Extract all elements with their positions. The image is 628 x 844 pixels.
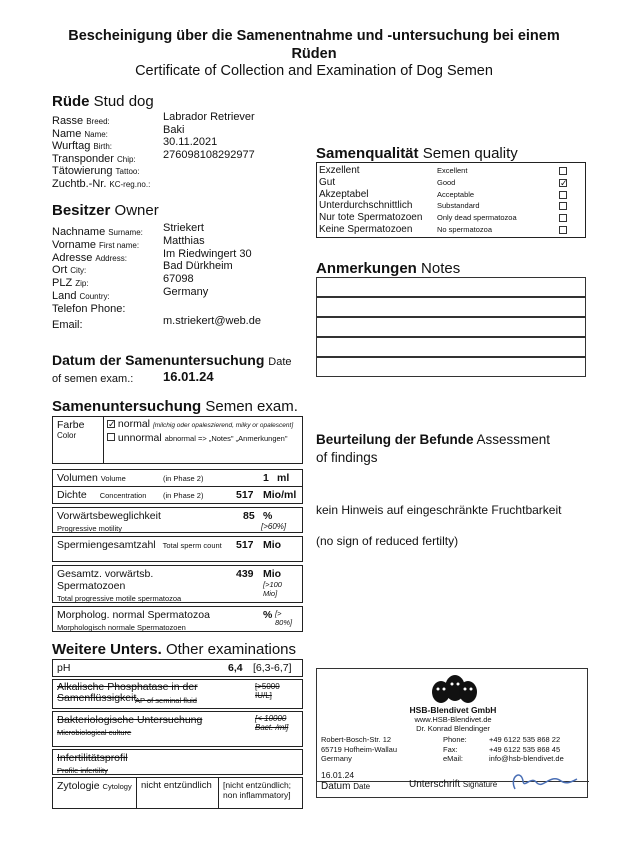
- owner-field-label-en: City:: [70, 266, 87, 276]
- morphology-row: Morpholog. normal Spermatozoa Morphologisch normale Spermatozoen % [> 80%]: [52, 606, 303, 632]
- concentration-row: Dichte Concentration (in Phase 2) 517 Mio/ml: [52, 486, 303, 504]
- stud-field-label-en: KC-reg.no.:: [109, 179, 151, 189]
- quality-checkbox[interactable]: [559, 214, 567, 222]
- stud-field-label: Zuchtb.-Nr.: [52, 177, 107, 190]
- owner-field-label-en: Address:: [95, 253, 127, 263]
- abnormal-checkbox[interactable]: [107, 433, 115, 441]
- total-sperm-row: Spermiengesamtzahl Total sperm count 517 Mio: [52, 536, 303, 562]
- quality-heading: Samenqualität Semen quality: [316, 145, 518, 162]
- owner-field-value: Striekert: [163, 222, 204, 234]
- clinic-date: 16.01.24: [321, 770, 355, 780]
- owner-field-label-en: Surname:: [108, 228, 143, 237]
- quality-checkbox[interactable]: [559, 167, 567, 175]
- quality-option-en: Substandard: [437, 201, 480, 211]
- findings-text-en: (no sign of reduced fertilty): [316, 534, 459, 548]
- semen-exam-heading: Samenuntersuchung Semen exam.: [52, 398, 298, 415]
- date-label: Datum Date: [321, 781, 371, 792]
- notes-line[interactable]: [316, 337, 586, 357]
- further-heading: Weitere Unters. Other examinations: [52, 641, 297, 658]
- owner-field-value: Matthias: [163, 234, 205, 247]
- stud-field-label: Wurftag: [52, 140, 91, 152]
- stud-field-label-en: Tattoo:: [115, 167, 140, 176]
- dogs-logo-icon: [429, 672, 479, 704]
- owner-field-value: 67098: [163, 273, 194, 286]
- quality-option-en: No spermatozoa: [437, 225, 493, 234]
- quality-checkbox[interactable]: [559, 226, 567, 234]
- clinic-contact-values: +49 6122 535 868 22 +49 6122 535 868 45 info@hsb-blendivet.de: [489, 735, 564, 763]
- exam-date-sub: of semen exam.:: [52, 373, 134, 385]
- stud-field-row: [52, 174, 150, 192]
- quality-option: [319, 189, 583, 201]
- owner-field-label: Vorname: [52, 238, 97, 251]
- color-value-cell: ✓ normal [milchig oder opaleszierend, milky or opalescent] unnormal abnormal => „Notes" „Anmerkungen": [103, 416, 303, 464]
- quality-option-de: Keine Spermatozoen: [319, 224, 413, 235]
- stud-field-value: 276098108292977: [163, 148, 255, 161]
- cytology-value-cell: nicht entzündlich: [136, 777, 219, 809]
- notes-heading: Anmerkungen Notes: [316, 260, 461, 277]
- stud-field-label-en: Chip:: [116, 154, 136, 164]
- quality-option: [319, 224, 583, 236]
- signature-scribble: [507, 767, 579, 795]
- clinic-contact-labels: Phone: Fax: eMail:: [443, 735, 467, 763]
- quality-checkbox[interactable]: [559, 202, 567, 210]
- quality-box: [316, 162, 586, 238]
- ph-row: pH 6,4 [6,3-6,7]: [52, 659, 303, 677]
- cytology-label-cell: Zytologie Cytology: [52, 777, 137, 809]
- owner-field-label: Nachname: [52, 226, 106, 238]
- quality-option-de: Akzeptabel: [319, 188, 369, 200]
- document-title-en: Certificate of Collection and Examination of Dog Semen: [135, 63, 493, 79]
- stud-heading: Rüde Stud dog: [52, 93, 154, 110]
- owner-field-label-en: First name:: [99, 240, 140, 250]
- clinic-stamp-box: [316, 668, 588, 798]
- quality-option: [319, 177, 583, 189]
- quality-option-en: Acceptable: [437, 189, 475, 199]
- stud-field-label-en: Birth:: [93, 142, 112, 151]
- owner-field-value: Im Riedwingert 30: [163, 247, 252, 260]
- signature-label: Unterschrift Signature: [409, 779, 498, 790]
- stud-field-value: 30.11.2021: [163, 136, 218, 148]
- owner-field-label: Telefon Phone:: [52, 302, 126, 315]
- quality-option: [319, 200, 583, 212]
- owner-heading: Besitzer Owner: [52, 202, 159, 219]
- owner-field-label-en: Zip:: [75, 279, 89, 289]
- exam-date-value: 16.01.24: [163, 369, 214, 384]
- owner-field-label: Land: [52, 290, 77, 302]
- quality-checkbox[interactable]: ✓: [560, 177, 568, 188]
- notes-line[interactable]: [316, 357, 586, 377]
- bacteriology-row: Bakteriologische Untersuchung Microbiological culture [< 10000 Bact. /ml]: [52, 711, 303, 747]
- color-label-cell: Farbe Color: [52, 416, 104, 464]
- quality-checkbox[interactable]: [559, 191, 567, 199]
- quality-option: [319, 165, 583, 177]
- notes-line[interactable]: [316, 277, 586, 297]
- owner-field-label: PLZ: [52, 277, 73, 290]
- stud-field-label: Name: [52, 127, 82, 140]
- findings-text: kein Hinweis auf eingeschränkte Fruchtbarkeit: [316, 503, 562, 517]
- volume-row: Volumen Volume (in Phase 2) 1 ml: [52, 469, 303, 487]
- owner-field-value: m.striekert@web.de: [163, 315, 261, 327]
- clinic-doctor: Dr. Konrad Blendinger: [416, 724, 490, 733]
- notes-line[interactable]: [316, 317, 586, 337]
- owner-field-row: [52, 315, 86, 333]
- notes-line[interactable]: [316, 297, 586, 317]
- findings-heading: Beurteilung der Befunde Assessment of findings: [316, 432, 551, 465]
- stud-field-value: Baki: [163, 123, 185, 136]
- document-title-de: Bescheinigung über die Samenentnahme und -untersuchung bei einem Rüden: [68, 28, 560, 62]
- stud-field-value: Labrador Retriever: [163, 111, 255, 123]
- stud-field-label: Tätowierung: [52, 165, 113, 177]
- normal-checkbox[interactable]: ✓: [108, 419, 116, 429]
- stud-field-label: Transponder: [52, 152, 114, 165]
- owner-field-label: Email:: [52, 319, 83, 331]
- quality-option-de: Unterdurchschnittlich: [319, 200, 413, 212]
- owner-field-value: Bad Dürkheim: [163, 260, 233, 273]
- quality-option: [319, 212, 583, 224]
- clinic-web: www.HSB-Blendivet.de: [414, 715, 492, 724]
- clinic-name: HSB-Blendivet GmbH: [409, 705, 497, 715]
- stud-field-label: Rasse: [52, 115, 84, 127]
- total-progressive-row: Gesamtz. vorwärtsb. Spermatozoen Total progressive motile spermatozoa 439 Mio [>100 Mio]: [52, 565, 303, 603]
- infertility-row: Infertilitätsprofil Profile infertility: [52, 749, 303, 775]
- quality-option-de: Exzellent: [319, 165, 360, 176]
- quality-option-en: Good: [437, 177, 456, 187]
- owner-field-label: Adresse: [52, 251, 93, 264]
- stud-field-label-en: Breed:: [86, 117, 110, 126]
- exam-date-heading: Datum der Samenuntersuchung Date: [52, 352, 292, 368]
- quality-option-de: Nur tote Spermatozoen: [319, 212, 423, 224]
- quality-option-en: Excellent: [437, 166, 468, 175]
- motility-row: Vorwärtsbeweglichkeit Progressive motility 85 % [>60%]: [52, 507, 303, 533]
- owner-field-label: Ort: [52, 264, 68, 277]
- quality-option-de: Gut: [319, 176, 336, 188]
- owner-field-label-en: Country:: [79, 292, 110, 301]
- quality-option-en: Only dead spermatozoa: [437, 213, 517, 223]
- clinic-address: Robert-Bosch-Str. 12 65719 Hofheim-Wallau Germany: [321, 735, 398, 763]
- stud-field-label-en: Name:: [84, 129, 108, 139]
- ap-row: Alkalische Phosphatase in der Samenflüssigkeit AP of seminal fluid [>5000 IU/L]: [52, 679, 303, 709]
- owner-field-value: Germany: [163, 286, 209, 298]
- cytology-ref-cell: [nicht entzündlich; non inflammatory]: [218, 777, 303, 809]
